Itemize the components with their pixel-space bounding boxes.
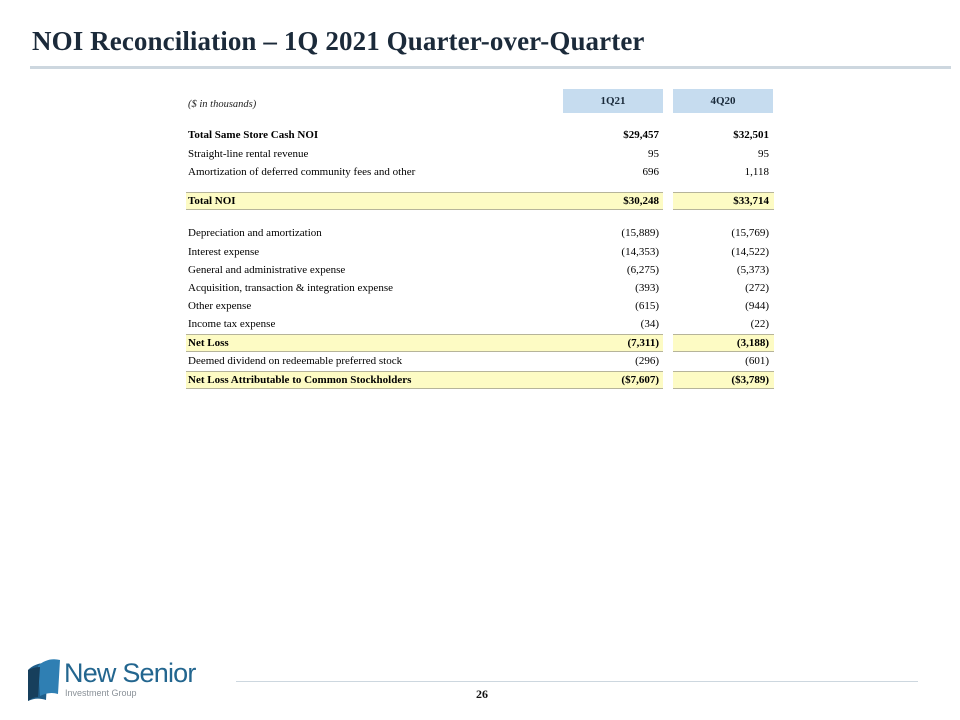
- table-row: [186, 334, 774, 352]
- row-label: Income tax expense: [188, 318, 276, 330]
- row-value-1q21: (6,275): [626, 264, 659, 276]
- row-value-1q21: (14,353): [621, 246, 659, 258]
- row-value-4q20: (22): [750, 318, 769, 330]
- table-row: [186, 371, 774, 389]
- row-value-1q21: (7,311): [627, 337, 659, 349]
- row-value-4q20: (601): [745, 355, 769, 367]
- row-value-1q21: (393): [635, 282, 659, 294]
- row-value-4q20: (3,188): [736, 337, 769, 349]
- footer-rule: [236, 681, 918, 682]
- row-label: Net Loss: [188, 337, 229, 349]
- table-row: [186, 261, 774, 279]
- row-value-1q21: (34): [640, 318, 659, 330]
- row-label: Total NOI: [188, 195, 236, 207]
- row-value-1q21: (296): [635, 355, 659, 367]
- row-value-1q21: (15,889): [621, 227, 659, 239]
- row-label: General and administrative expense: [188, 264, 346, 276]
- page-title: NOI Reconciliation – 1Q 2021 Quarter-over-Quarter: [32, 26, 645, 56]
- row-label: Straight-line rental revenue: [188, 148, 309, 160]
- row-value-1q21: ($7,607): [621, 374, 659, 386]
- logo-name: New Senior: [64, 658, 196, 688]
- row-value-1q21: $30,248: [623, 195, 659, 207]
- table-row: [186, 224, 774, 242]
- logo-mark-icon: [24, 656, 64, 704]
- row-value-1q21: $29,457: [623, 129, 659, 141]
- table-row: [186, 279, 774, 297]
- row-label: Acquisition, transaction & integration expense: [188, 282, 393, 294]
- column-header-1q21: 1Q21: [563, 89, 663, 113]
- row-value-4q20: (272): [745, 282, 769, 294]
- column-header-4q20: 4Q20: [673, 89, 773, 113]
- row-value-4q20: (5,373): [736, 264, 769, 276]
- row-value-4q20: ($3,789): [731, 374, 769, 386]
- table-row: [186, 315, 774, 333]
- row-label: Deemed dividend on redeemable preferred stock: [188, 355, 403, 367]
- row-value-4q20: $33,714: [733, 195, 769, 207]
- row-value-1q21: 95: [648, 148, 659, 160]
- table-row: [186, 243, 774, 261]
- table-row: [186, 163, 774, 181]
- title-rule: [30, 66, 951, 69]
- row-value-4q20: (14,522): [731, 246, 769, 258]
- table-row: [186, 297, 774, 315]
- page-number: 26: [476, 687, 488, 701]
- row-label: Total Same Store Cash NOI: [188, 129, 319, 141]
- row-label: Interest expense: [188, 246, 260, 258]
- row-label: Other expense: [188, 300, 252, 312]
- table-row: [186, 352, 774, 370]
- row-value-1q21: (615): [635, 300, 659, 312]
- row-value-4q20: 95: [758, 148, 769, 160]
- table-row: [186, 192, 774, 210]
- row-value-4q20: (15,769): [731, 227, 769, 239]
- company-logo: [24, 654, 220, 704]
- row-value-4q20: $32,501: [733, 129, 769, 141]
- row-label: Depreciation and amortization: [188, 227, 322, 239]
- row-value-4q20: 1,118: [744, 166, 769, 178]
- logo-subtitle: Investment Group: [65, 688, 137, 698]
- units-note: ($ in thousands): [188, 99, 257, 110]
- row-value-4q20: (944): [745, 300, 769, 312]
- row-label: Amortization of deferred community fees and other: [188, 166, 416, 178]
- table-row: [186, 126, 774, 144]
- row-value-1q21: 696: [642, 166, 659, 178]
- row-label: Net Loss Attributable to Common Stockholders: [188, 374, 412, 386]
- table-row: [186, 145, 774, 163]
